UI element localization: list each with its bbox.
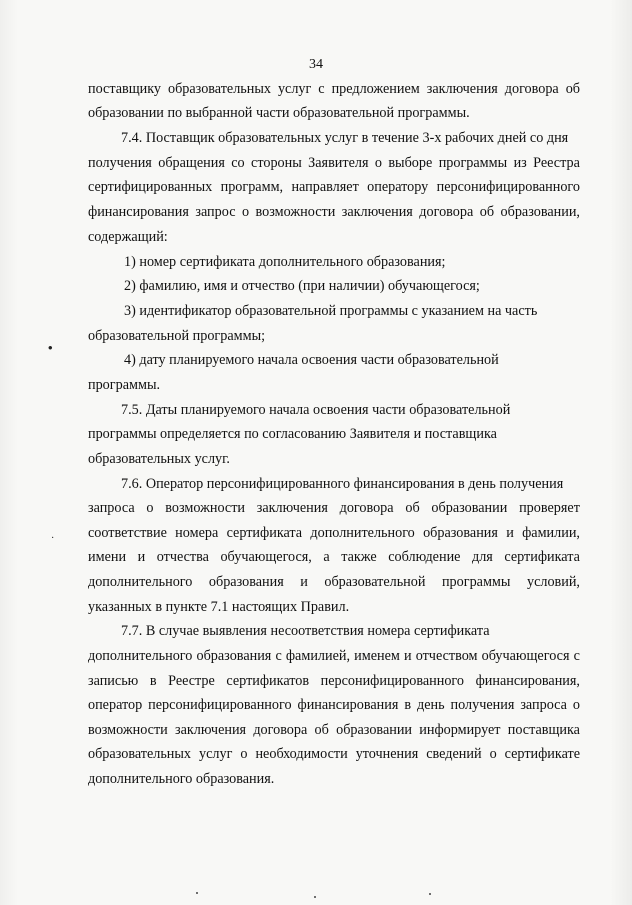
scan-artifact-dot (314, 896, 316, 898)
text-line: дополнительного образования с фамилией, именем и отчеством обучающегося с (88, 648, 580, 664)
text-line: поставщику образовательных услуг с предложением заключения договора об (88, 81, 580, 97)
list-item: 3) идентификатор образовательной программы с указанием на часть (124, 303, 538, 319)
scan-artifact-mark: · (51, 533, 55, 544)
list-item: 4) дату планируемого начала освоения части образовательной (124, 352, 499, 368)
text-line: содержащий: (88, 229, 168, 245)
text-line: финансирования запрос о возможности заключения договора об образовании, (88, 204, 580, 220)
text-line: дополнительного образования. (88, 771, 275, 787)
text-line: образовательных услуг. (88, 451, 230, 467)
text-line: запроса о возможности заключения договора об образовании проверяет (88, 500, 580, 516)
text-line: образовании по выбранной части образовательной программы. (88, 105, 470, 121)
scan-artifact-dot (429, 893, 431, 895)
scan-artifact-mark: • (48, 340, 53, 355)
text-line: указанных в пункте 7.1 настоящих Правил. (88, 599, 350, 615)
text-line: сертифицированных программ, направляет оператору персонифицированного (88, 179, 580, 195)
text-line: образовательных услуг о необходимости уточнения сведений о сертификате (88, 746, 580, 762)
text-line: программы. (88, 377, 161, 393)
text-line: получения обращения со стороны Заявителя о выборе программы из Реестра (88, 155, 580, 171)
page-number: 34 (309, 57, 323, 72)
text-line: 7.4. Поставщик образовательных услуг в течение 3-х рабочих дней со дня (121, 130, 569, 146)
text-line: программы определяется по согласованию Заявителя и поставщика (88, 426, 497, 442)
text-line: возможности заключения договора об образовании информирует поставщика (88, 722, 580, 738)
text-line: соответствие номера сертификата дополнительного образования и фамилии, (88, 525, 580, 541)
text-line: оператор персонифицированного финансирования в день получения запроса о (88, 697, 580, 713)
list-item: 1) номер сертификата дополнительного образования; (124, 254, 446, 270)
text-line: образовательной программы; (88, 328, 266, 344)
text-line: имени и отчества обучающегося, а также соблюдение для сертификата (88, 549, 580, 565)
text-line: 7.5. Даты планируемого начала освоения части образовательной (121, 402, 511, 418)
scan-artifact-dot (196, 892, 198, 894)
text-line: записью в Реестре сертификатов персонифицированного финансирования, (88, 673, 580, 689)
list-item: 2) фамилию, имя и отчество (при наличии) обучающегося; (124, 278, 480, 294)
text-line: дополнительного образования и образовательной программы условий, (88, 574, 580, 590)
text-line: 7.7. В случае выявления несоответствия номера сертификата (121, 623, 490, 639)
text-line: 7.6. Оператор персонифицированного финансирования в день получения (121, 476, 564, 492)
